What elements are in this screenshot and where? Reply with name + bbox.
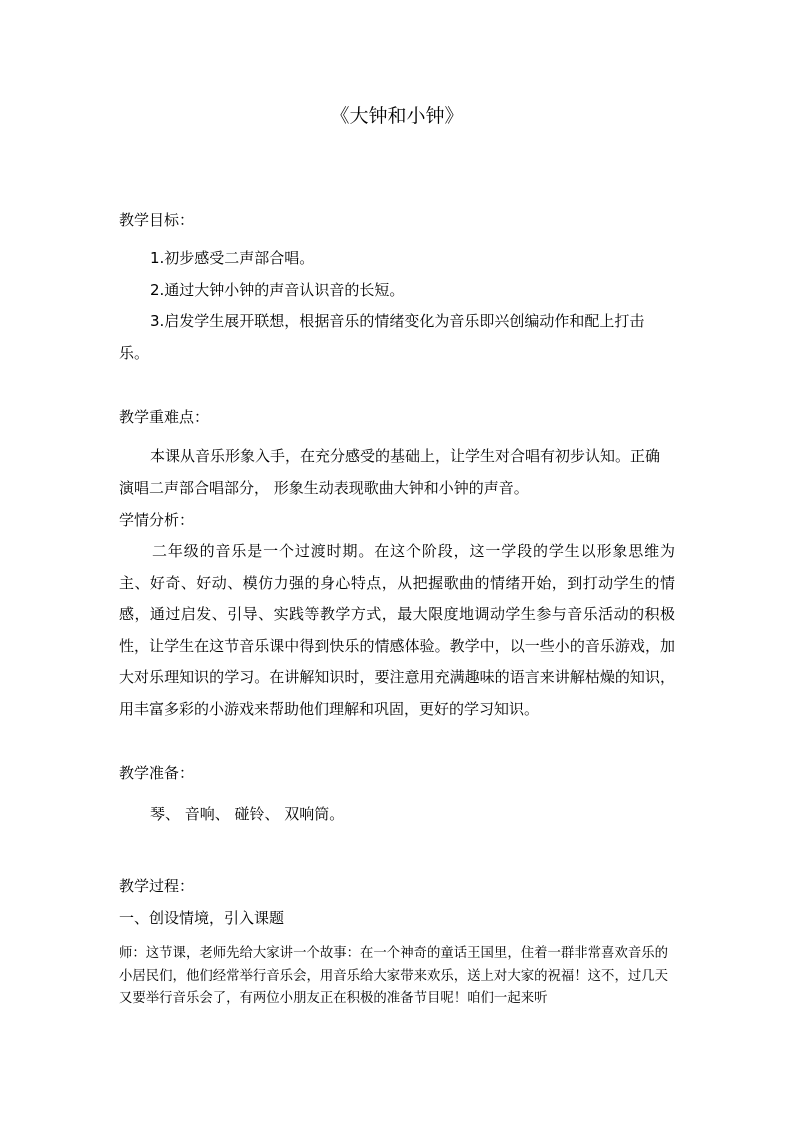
objective-item-continuation: 乐。 (119, 344, 150, 362)
analysis-heading: 学情分析： (119, 511, 195, 529)
analysis-paragraph: 二年级的音乐是一个过渡时期。在这个阶段，这一学段的学生以形象思维为主、好奇、好动、模仿力强的身心特点，从把握歌曲的情绪开始，到打动学生的情感，通过启发、引导、实践等教学方式，最大限度地调动学生参与音乐活动的积极性，让学生在这节音乐课中得到快乐的情感体验。教学中，以一些小的音乐游戏，加大对乐理知识的学习。在讲解知识时，要注意用充满趣味的语言来讲解枯燥的知识，用丰富多彩的小游戏来帮助他们理解和巩固，更好的学习知识。 (119, 542, 675, 718)
document-title: 《大钟和小钟》 (330, 105, 464, 127)
preparation-heading: 教学准备： (119, 764, 195, 782)
key-points-heading: 教学重难点： (119, 408, 210, 426)
objective-item: 2.通过大钟小钟的声音认识音的长短。 (150, 281, 405, 299)
key-points-line: 演唱二声部合唱部分， 形象生动表现歌曲大钟和小钟的声音。 (119, 479, 529, 497)
objective-item: 1.初步感受二声部合唱。 (150, 249, 315, 267)
preparation-text: 琴、 音响、 碰铃、 双响筒。 (150, 805, 345, 823)
objective-item: 3.启发学生展开联想，根据音乐的情绪变化为音乐即兴创编动作和配上打击 (150, 312, 645, 330)
key-points-line: 本课从音乐形象入手，在充分感受的基础上，让学生对合唱有初步认知。正确 (150, 447, 661, 465)
process-section-title: 一、创设情境，引入课题 (119, 909, 285, 927)
objectives-heading: 教学目标： (119, 211, 195, 229)
process-heading: 教学过程： (119, 877, 195, 895)
teacher-narration: 师：这节课，老师先给大家讲一个故事：在一个神奇的童话王国里，住着一群非常喜欢音乐的小居民们，他们经常举行音乐会，用音乐给大家带来欢乐，送上对大家的祝福！这不，过几天又要举行音乐会了，有两位小朋友正在积极的准备节目呢！咱们一起来听 (119, 946, 669, 1006)
